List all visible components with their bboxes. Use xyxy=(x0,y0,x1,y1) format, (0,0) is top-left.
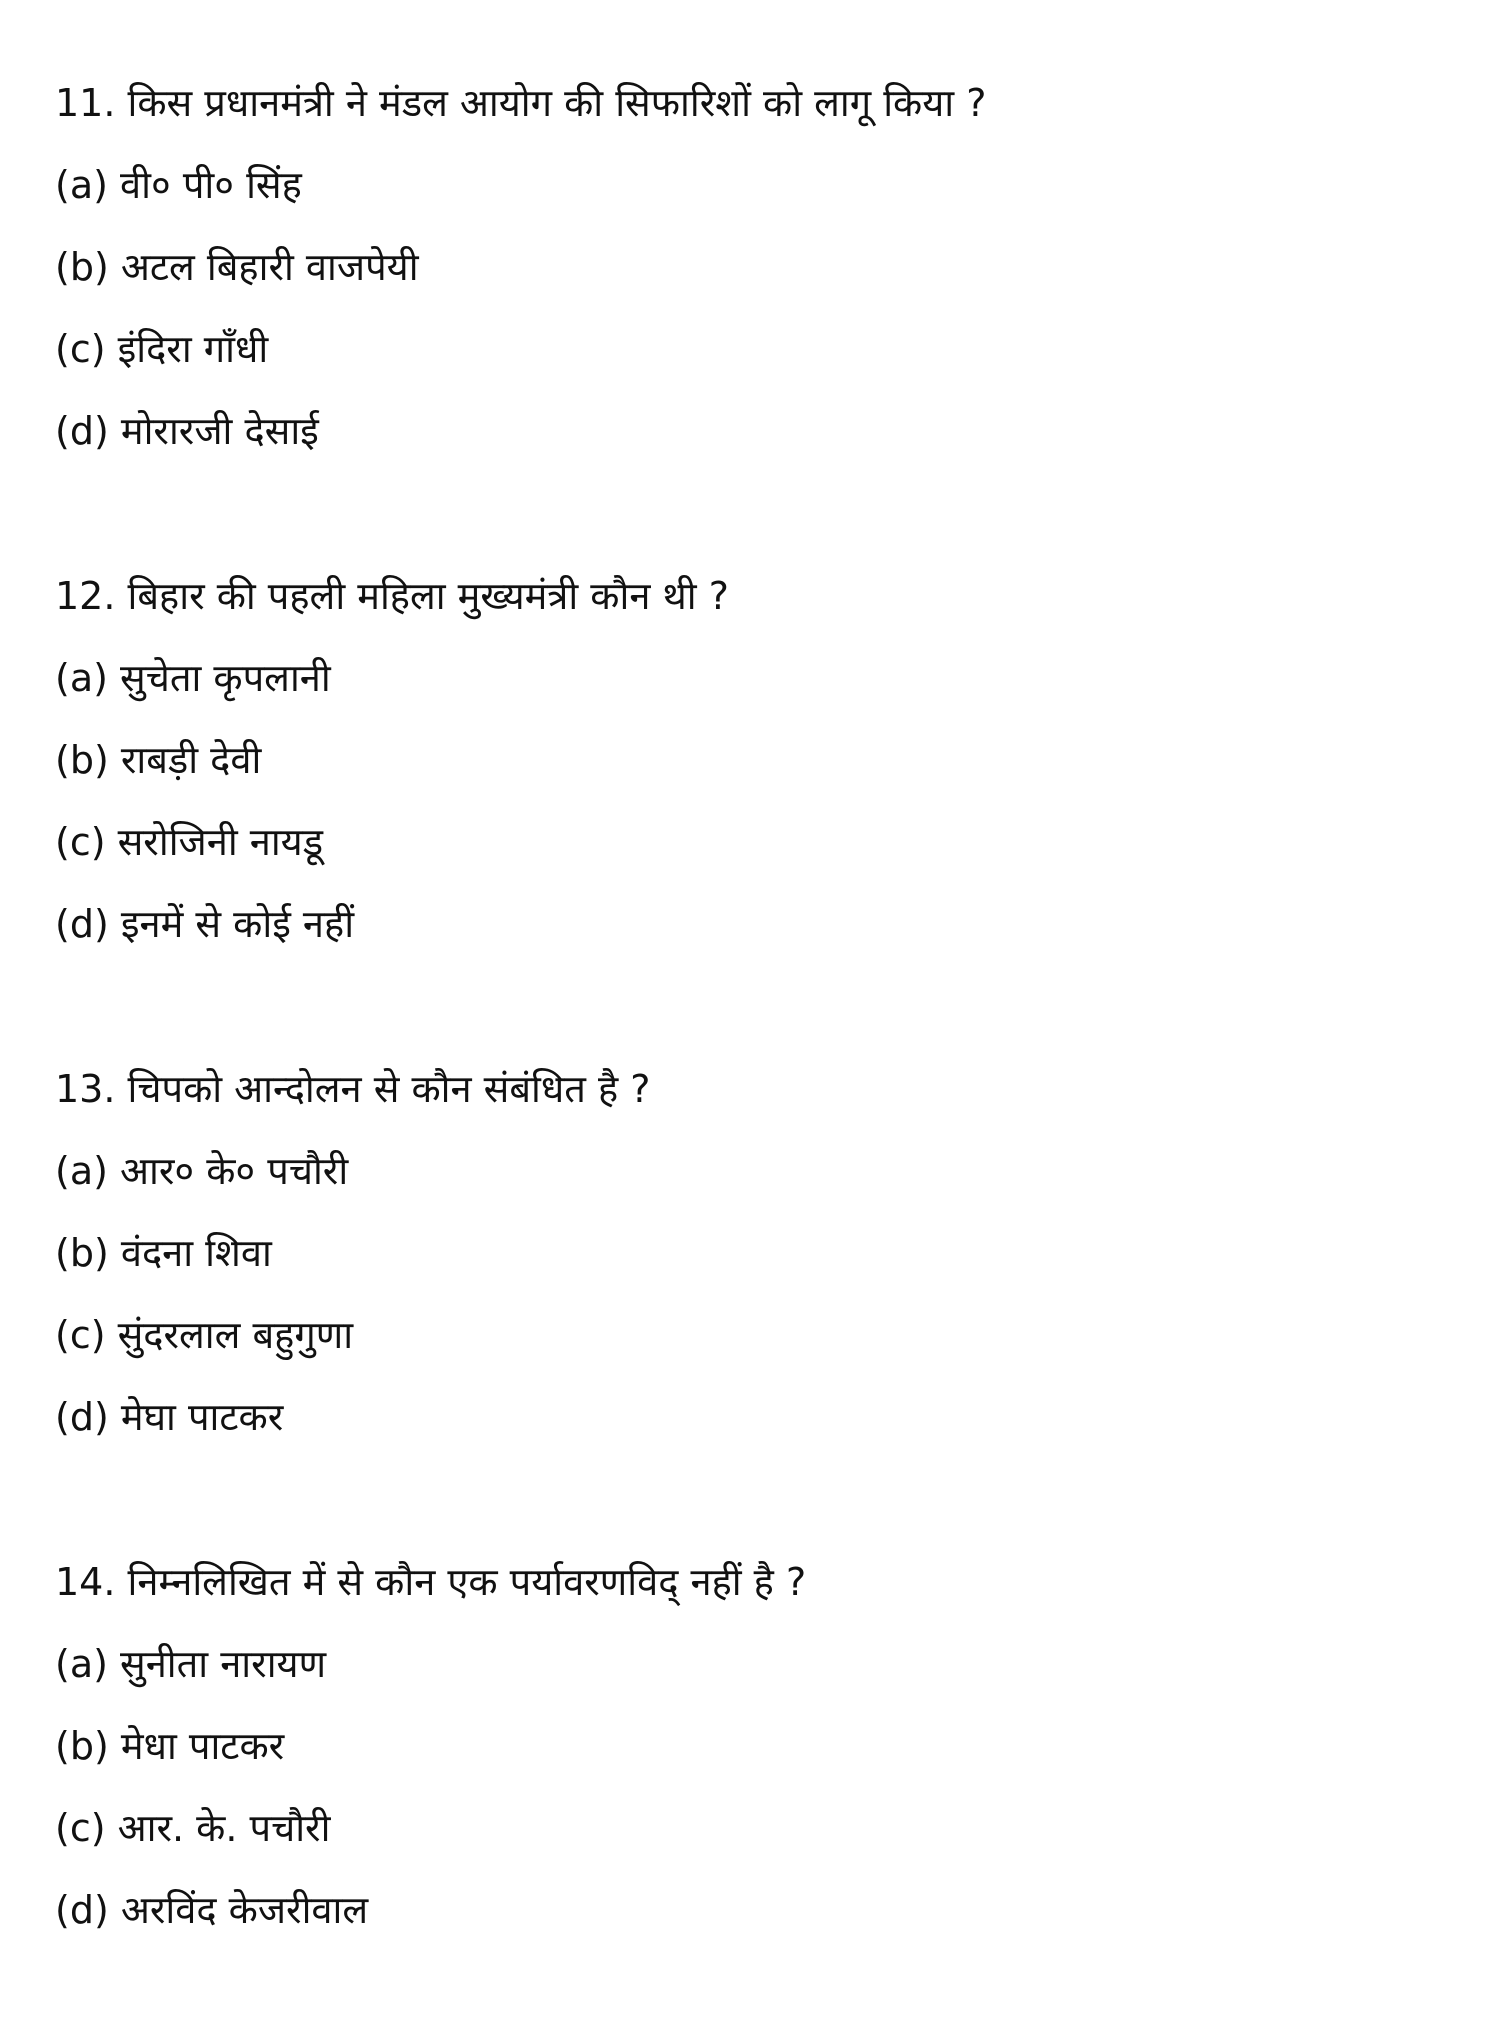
question-text: 13. चिपको आन्दोलन से कौन संबंधित है ? xyxy=(55,1067,651,1111)
option-c: (c) आर. के. पचौरी xyxy=(55,1806,331,1850)
option-a: (a) आर० के० पचौरी xyxy=(55,1149,349,1193)
question-14 xyxy=(55,1541,1455,1951)
option-d: (d) इनमें से कोई नहीं xyxy=(55,902,355,946)
option-c: (c) सरोजिनी नायडू xyxy=(55,820,324,864)
question-text: 11. किस प्रधानमंत्री ने मंडल आयोग की सिफारिशों को लागू किया ? xyxy=(55,81,987,125)
option-d: (d) मेघा पाटकर xyxy=(55,1395,284,1439)
option-b: (b) राबड़ी देवी xyxy=(55,738,262,782)
question-12 xyxy=(55,555,1455,965)
question-text: 12. बिहार की पहली महिला मुख्यमंत्री कौन थी ? xyxy=(55,574,729,618)
option-c: (c) इंदिरा गाँधी xyxy=(55,327,269,371)
option-c: (c) सुंदरलाल बहुगुणा xyxy=(55,1313,354,1357)
option-a: (a) वी० पी० सिंह xyxy=(55,163,302,207)
option-b: (b) अटल बिहारी वाजपेयी xyxy=(55,245,419,289)
question-13 xyxy=(55,1048,1455,1458)
question-11 xyxy=(55,62,1455,472)
option-b: (b) मेधा पाटकर xyxy=(55,1724,285,1768)
option-d: (d) मोरारजी देसाई xyxy=(55,409,319,453)
option-a: (a) सुचेता कृपलानी xyxy=(55,656,331,700)
question-text: 14. निम्नलिखित में से कौन एक पर्यावरणविद् नहीं है ? xyxy=(55,1560,807,1604)
option-d: (d) अरविंद केजरीवाल xyxy=(55,1888,369,1932)
option-a: (a) सुनीता नारायण xyxy=(55,1642,327,1686)
option-b: (b) वंदना शिवा xyxy=(55,1231,272,1275)
